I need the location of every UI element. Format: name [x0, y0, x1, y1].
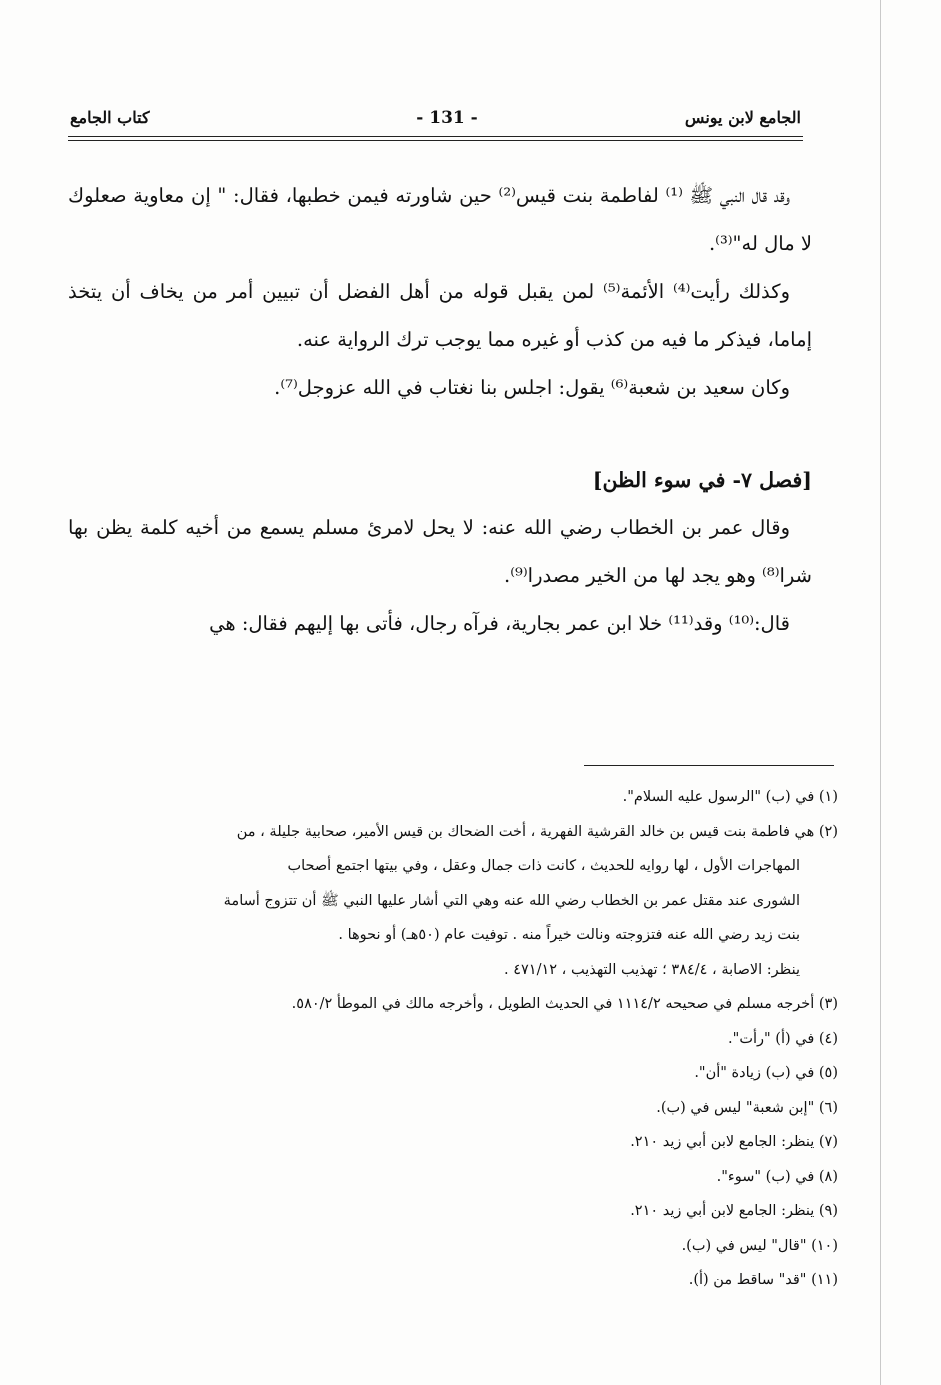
- paragraph-1: وقد قال النبي ﷺ ⁽¹⁾ لفاطمة بنت قيس⁽²⁾ حين شاورته فيمن خطبها، فقال: " إن معاوية صعلوك لا مال له"⁽³⁾.: [68, 184, 812, 255]
- footnote-8: (٨) في (ب) "سوء".: [716, 1168, 838, 1185]
- footnote-2-line-3: الشورى عند مقتل عمر بن الخطاب رضي الله عنه وهي التي أشار عليها النبي ﷺ أن تتزوج أسامة: [223, 892, 800, 909]
- footnote-3: (٣) أخرجه مسلم في صحيحه ١١١٤/٢ في الحديث الطويل ، وأخرجه مالك في الموطأ ٥٨٠/٢.: [291, 996, 838, 1012]
- page-edge-line: [880, 0, 881, 1385]
- running-header-book: الجامع لابن يونس: [684, 108, 801, 127]
- footnote-2-line-1: (٢) هي فاطمة بنت قيس بن خالد القرشية الفهرية ، أخت الضحاك بن قيس الأمير، صحابية جليلة ، من: [236, 823, 838, 840]
- footnote-separator: [584, 765, 834, 766]
- footnote-1: (١) في (ب) "الرسول عليه السلام".: [622, 789, 838, 805]
- footnote-2-line-2: المهاجرات الأول ، لها روايه للحديث ، كانت ذات جمال وعقل ، وفي بيتها اجتمع أصحاب: [287, 858, 800, 874]
- footnotes: [68, 780, 838, 1298]
- header-rule-secondary: [68, 140, 803, 141]
- footnote-7: (٧) ينظر: الجامع لابن أبي زيد ٢١٠.: [630, 1134, 838, 1150]
- paragraph-2: وكذلك رأيت⁽⁴⁾ الأئمة⁽⁵⁾ لمن يقبل قوله من أهل الفضل أن تبيين أمر من يخاف أن يتخذ إماما، فيذكر ما فيه من كذب أو غيره مما يوجب ترك الرواية عنه.: [68, 280, 812, 351]
- footnote-10: (١٠) "قال" ليس في (ب).: [681, 1237, 838, 1254]
- footnote-2-line-4: بنت زيد رضي الله عنه فتزوجته ونالت خيراً منه . توفيت عام (٥٠هـ) أو نحوها .: [338, 927, 800, 943]
- footnote-9: (٩) ينظر: الجامع لابن أبي زيد ٢١٠.: [630, 1203, 838, 1219]
- footnote-11: (١١) "قد" ساقط من (أ).: [688, 1272, 838, 1288]
- header-rule: [68, 136, 803, 137]
- page-number: - 131 -: [416, 108, 478, 128]
- footnote-6: (٦) "إبن شعبة" ليس في (ب).: [656, 1099, 838, 1116]
- paragraph-3: وكان سعيد بن شعبة⁽⁶⁾ يقول: اجلس بنا نغتاب في الله عزوجل⁽⁷⁾.: [274, 376, 790, 399]
- main-text: [68, 172, 812, 648]
- paragraph-5: قال:⁽¹⁰⁾ وقد⁽¹¹⁾ خلا ابن عمر بجارية، فرآه رجال، فأتى بها إليهم فقال: هي: [209, 612, 790, 635]
- footnote-5: (٥) في (ب) زيادة "أن".: [694, 1065, 838, 1081]
- footnote-4: (٤) في (أ) "رأت".: [728, 1030, 838, 1047]
- paragraph-4: وقال عمر بن الخطاب رضي الله عنه: لا يحل لامرئ مسلم يسمع من أخيه كلمة يظن بها شرا⁽⁸⁾ وهو يجد لها من الخير مصدرا⁽⁹⁾.: [68, 516, 812, 587]
- footnote-2-reference: ينظر: الاصابة ، ٣٨٤/٤ ؛ تهذيب التهذيب ، ٤٧١/١٢ .: [504, 961, 800, 978]
- section-title: [فصل ٧- في سوء الظن]: [592, 468, 812, 492]
- running-header-chapter: كتاب الجامع: [70, 108, 150, 127]
